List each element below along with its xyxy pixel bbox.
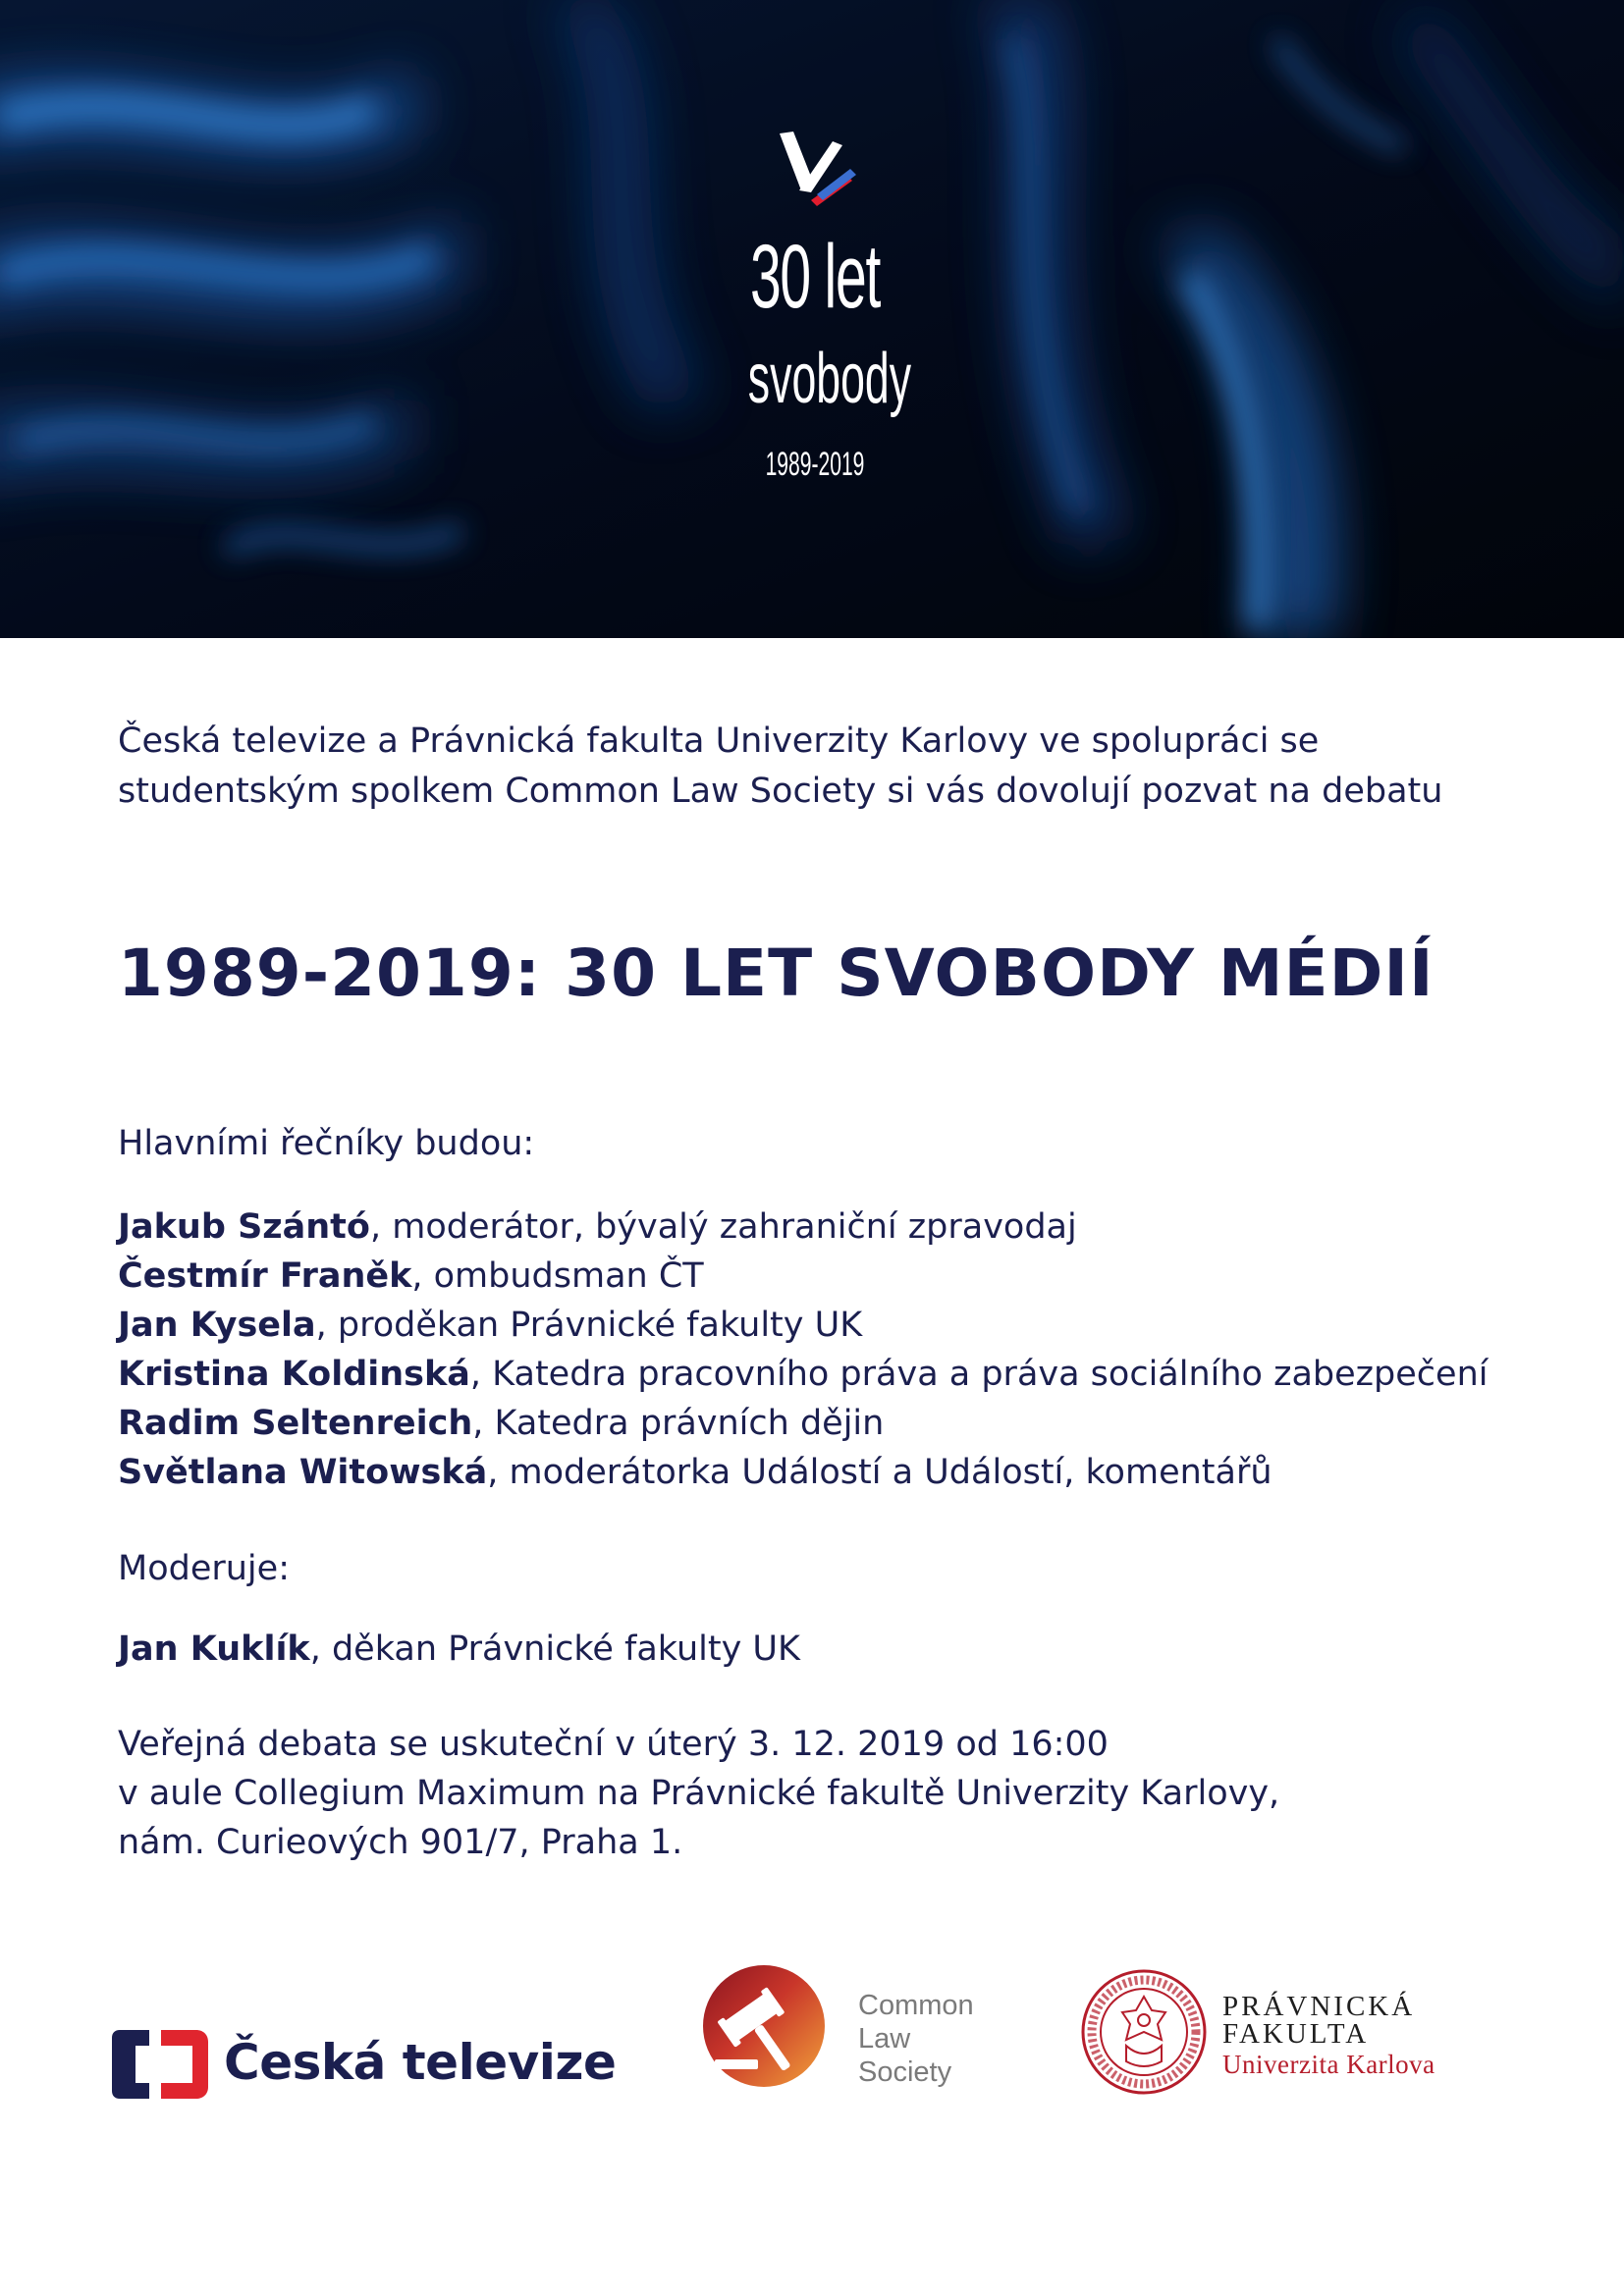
speaker-role: , Katedra právních dějin xyxy=(472,1404,885,1443)
moderator-label: Moderuje: xyxy=(118,1549,290,1588)
flag-check-icon xyxy=(770,126,868,224)
gavel-icon xyxy=(699,1963,837,2091)
list-item xyxy=(118,1448,1532,1497)
university-seal-icon xyxy=(1075,1963,1213,2101)
list-item xyxy=(118,1252,1532,1301)
common-law-society-logo xyxy=(699,1963,994,2091)
moderator-role: , děkan Právnické fakulty UK xyxy=(309,1629,800,1669)
page-title: 1989-2019: 30 LET SVOBODY MÉDIÍ xyxy=(118,935,1435,1011)
cls-logo-text xyxy=(858,1989,974,2089)
logo-title: 30 let xyxy=(749,227,881,327)
logo-years: 1989-2019 xyxy=(765,446,865,483)
speaker-name: Radim Seltenreich xyxy=(118,1404,473,1443)
ct-bracket-icon xyxy=(110,2026,212,2103)
cls-line: Society xyxy=(858,2056,952,2088)
speaker-name: Jan Kysela xyxy=(118,1306,316,1345)
details-line: Veřejná debata se uskuteční v úterý 3. 12. 2019 od 16:00 xyxy=(118,1725,1109,1764)
pf-line-2: FAKULTA xyxy=(1222,2018,1370,2050)
speaker-name: Jakub Szántó xyxy=(118,1207,370,1247)
logo-subtitle: svobody xyxy=(747,340,912,418)
speaker-name: Čestmír Franěk xyxy=(118,1256,412,1296)
list-item xyxy=(118,1202,1532,1252)
pf-line-3: Univerzita Karlova xyxy=(1222,2050,1435,2079)
speaker-role: , ombudsman ČT xyxy=(411,1256,704,1296)
speaker-role: , moderátorka Událostí a Událostí, komentářů xyxy=(487,1453,1272,1492)
speakers-label: Hlavními řečníky budou: xyxy=(118,1124,535,1163)
cls-line: Common xyxy=(858,1990,974,2021)
list-item xyxy=(118,1399,1532,1448)
thirty-years-logo xyxy=(707,126,923,499)
intro-paragraph xyxy=(118,717,1532,817)
ceska-televize-logo xyxy=(110,2026,617,2105)
details-line: v aule Collegium Maximum na Právnické fakultě Univerzity Karlovy, xyxy=(118,1774,1280,1813)
speaker-name: Světlana Witowská xyxy=(118,1453,488,1492)
speaker-role: , proděkan Právnické fakulty UK xyxy=(315,1306,863,1345)
pf-line-1: PRÁVNICKÁ xyxy=(1222,1991,1416,2022)
pravnicka-fakulta-logo xyxy=(1075,1963,1546,2101)
list-item xyxy=(118,1350,1532,1399)
moderator-line xyxy=(118,1625,1532,1674)
moderator-name: Jan Kuklík xyxy=(118,1629,310,1669)
details-line: nám. Curieových 901/7, Praha 1. xyxy=(118,1823,683,1862)
hero-banner xyxy=(0,0,1624,638)
list-item xyxy=(118,1301,1532,1350)
cls-line: Law xyxy=(858,2023,911,2055)
event-details xyxy=(118,1720,1532,1867)
speaker-name: Kristina Koldinská xyxy=(118,1355,470,1394)
ct-logo-text: Česká televize xyxy=(224,2034,617,2091)
speaker-role: , moderátor, bývalý zahraniční zpravodaj xyxy=(369,1207,1077,1247)
intro-line: studentským spolkem Common Law Society si vás dovolují pozvat na debatu xyxy=(118,772,1443,811)
speaker-role: , Katedra pracovního práva a práva sociálního zabezpečení xyxy=(469,1355,1489,1394)
speakers-list xyxy=(118,1202,1532,1497)
intro-line: Česká televize a Právnická fakulta Univerzity Karlovy ve spolupráci se xyxy=(118,721,1320,761)
